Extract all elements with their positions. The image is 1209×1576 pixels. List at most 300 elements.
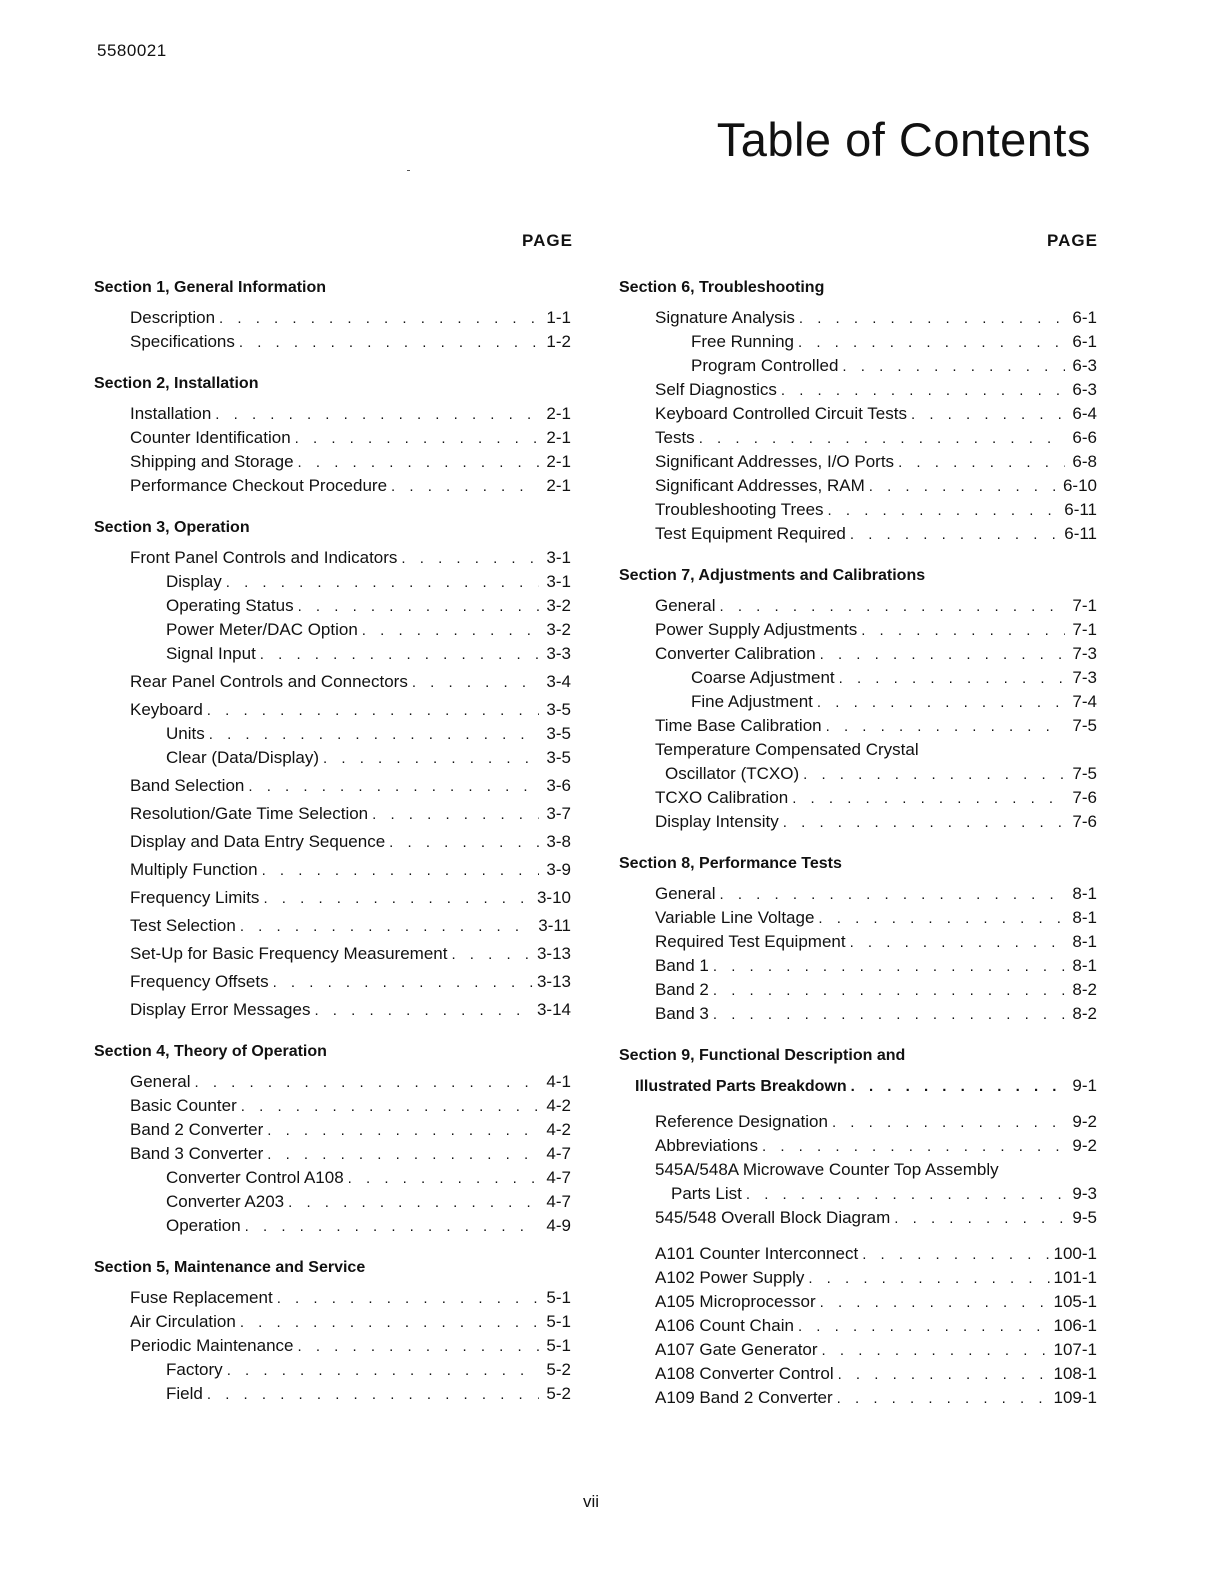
dot-leader xyxy=(850,523,1060,547)
toc-entry[interactable] xyxy=(619,882,1097,906)
dot-leader xyxy=(215,403,539,427)
dot-leader xyxy=(207,1383,539,1407)
toc-entry[interactable] xyxy=(619,762,1097,786)
toc-entry[interactable] xyxy=(94,1118,571,1142)
toc-entry[interactable] xyxy=(619,330,1097,354)
toc-entry-page: 2-1 xyxy=(546,404,571,423)
dot-leader xyxy=(828,499,1061,523)
toc-entry-page: 3-11 xyxy=(538,916,571,935)
toc-entry[interactable] xyxy=(94,570,571,594)
toc-entry[interactable] xyxy=(94,998,571,1022)
section-heading: Section 8, Performance Tests xyxy=(619,855,842,872)
dot-leader xyxy=(820,1291,1050,1315)
toc-entry[interactable] xyxy=(94,306,571,330)
toc-entry-label: A105 Microprocessor xyxy=(655,1292,816,1311)
toc-entry-label: Specifications xyxy=(130,332,235,351)
toc-entry[interactable] xyxy=(94,670,571,694)
toc-entry-page: 3-8 xyxy=(546,832,571,851)
toc-entry[interactable] xyxy=(94,1310,571,1334)
toc-entry[interactable] xyxy=(94,698,571,722)
toc-entry[interactable] xyxy=(94,802,571,826)
dot-leader xyxy=(263,887,533,911)
toc-entry-label: Band 3 Converter xyxy=(130,1144,264,1163)
toc-entry-page: 6-1 xyxy=(1072,332,1097,351)
toc-entry-label: Time Base Calibration xyxy=(655,716,822,735)
toc-entry[interactable] xyxy=(94,450,571,474)
toc-entry[interactable] xyxy=(94,1334,571,1358)
toc-entry[interactable] xyxy=(619,906,1097,930)
toc-entry-page: 6-4 xyxy=(1072,404,1097,423)
toc-entry[interactable] xyxy=(94,942,571,966)
dot-leader xyxy=(240,915,534,939)
toc-entry[interactable] xyxy=(94,746,571,770)
toc-entry-label: Parts List xyxy=(671,1184,742,1203)
toc-entry-page: 2-1 xyxy=(546,476,571,495)
toc-entry-page: 9-1 xyxy=(1072,1076,1097,1095)
dot-leader xyxy=(240,1311,539,1335)
toc-entry-page: 4-1 xyxy=(546,1072,571,1091)
dot-leader xyxy=(762,1135,1065,1159)
toc-entry-page: 9-5 xyxy=(1072,1208,1097,1227)
toc-entry[interactable] xyxy=(619,498,1097,522)
toc-entry[interactable] xyxy=(619,1266,1097,1290)
toc-entry-page: 3-2 xyxy=(546,620,571,639)
toc-entry-page: 8-1 xyxy=(1072,908,1097,927)
toc-entry-label: Frequency Offsets xyxy=(130,972,269,991)
toc-entry-page: 6-1 xyxy=(1072,308,1097,327)
toc-entry[interactable] xyxy=(94,618,571,642)
toc-entry-label: Shipping and Storage xyxy=(130,452,294,471)
toc-entry-label: TCXO Calibration xyxy=(655,788,789,807)
toc-entry-label: Variable Line Voltage xyxy=(655,908,815,927)
toc-entry-label: A107 Gate Generator xyxy=(655,1340,818,1359)
toc-entry-label: Abbreviations xyxy=(655,1136,759,1155)
toc-entry[interactable] xyxy=(94,426,571,450)
toc-entry-label: Band 1 xyxy=(655,956,709,975)
toc-entry-label: Illustrated Parts Breakdown xyxy=(635,1078,847,1095)
toc-entry[interactable] xyxy=(619,1182,1097,1206)
toc-left-column xyxy=(94,276,571,1406)
toc-entry-page: 3-7 xyxy=(546,804,571,823)
toc-entry-label: Signature Analysis xyxy=(655,308,795,327)
toc-entry-page: 7-3 xyxy=(1072,668,1097,687)
toc-entry[interactable] xyxy=(619,1134,1097,1158)
toc-entry[interactable] xyxy=(94,642,571,666)
toc-entry-label: Fuse Replacement xyxy=(130,1288,273,1307)
toc-entry-label: Performance Checkout Procedure xyxy=(130,476,388,495)
toc-entry-page: 3-5 xyxy=(546,700,571,719)
dot-leader xyxy=(894,1207,1065,1231)
toc-entry-label: Counter Identification xyxy=(130,428,291,447)
toc-entry[interactable] xyxy=(619,642,1097,666)
toc-entry-label: Self Diagnostics xyxy=(655,380,777,399)
section-heading: Section 3, Operation xyxy=(94,519,250,536)
dot-leader xyxy=(838,1363,1050,1387)
dot-leader xyxy=(861,619,1065,643)
toc-entry-label: Multiply Function xyxy=(130,860,258,879)
toc-entry-page: 6-3 xyxy=(1072,356,1097,375)
dot-leader xyxy=(267,1119,539,1143)
section-heading: Section 9, Functional Description and xyxy=(619,1047,906,1064)
toc-entry[interactable] xyxy=(94,722,571,746)
toc-entry-page: 101-1 xyxy=(1053,1268,1097,1287)
toc-entry[interactable] xyxy=(619,522,1097,546)
dot-leader xyxy=(248,775,539,799)
dot-leader xyxy=(297,1335,539,1359)
toc-entry-page: 8-2 xyxy=(1072,1004,1097,1023)
section-heading: Section 5, Maintenance and Service xyxy=(94,1259,366,1276)
toc-entry-label: General xyxy=(655,884,716,903)
toc-entry-page: 108-1 xyxy=(1053,1364,1097,1383)
toc-entry-page: 8-1 xyxy=(1072,884,1097,903)
toc-entry-page: 7-5 xyxy=(1072,764,1097,783)
dot-leader xyxy=(798,331,1065,355)
toc-entry-label: Reference Designation xyxy=(655,1112,828,1131)
dot-leader xyxy=(260,643,539,667)
dot-leader xyxy=(713,1003,1065,1027)
section-heading: Section 2, Installation xyxy=(94,375,259,392)
toc-entry[interactable] xyxy=(619,714,1097,738)
toc-entry[interactable] xyxy=(619,1338,1097,1362)
toc-entry[interactable] xyxy=(94,1286,571,1310)
toc-entry-label: 545/548 Overall Block Diagram xyxy=(655,1208,891,1227)
dot-leader xyxy=(837,1387,1050,1411)
dot-leader xyxy=(241,1095,539,1119)
toc-entry-label: Coarse Adjustment xyxy=(691,668,835,687)
toc-entry[interactable] xyxy=(619,978,1097,1002)
dot-leader xyxy=(826,715,1065,739)
toc-entry-label: Operation xyxy=(166,1216,241,1235)
toc-entry-page: 6-3 xyxy=(1072,380,1097,399)
dot-leader xyxy=(298,595,539,619)
dot-leader xyxy=(817,691,1065,715)
toc-entry-page: 4-7 xyxy=(546,1192,571,1211)
toc-entry[interactable] xyxy=(94,774,571,798)
toc-entry-page: 3-13 xyxy=(536,944,571,963)
dot-leader xyxy=(362,619,539,643)
toc-entry-label: Factory xyxy=(166,1360,223,1379)
dot-leader xyxy=(391,475,539,499)
toc-entry-label: Power Meter/DAC Option xyxy=(166,620,358,639)
toc-entry[interactable] xyxy=(619,594,1097,618)
dot-leader xyxy=(713,979,1065,1003)
dot-leader xyxy=(288,1191,539,1215)
toc-entry[interactable] xyxy=(94,1214,571,1238)
toc-entry[interactable] xyxy=(619,1242,1097,1266)
toc-entry-label: A109 Band 2 Converter xyxy=(655,1388,833,1407)
toc-entry-page: 5-2 xyxy=(546,1384,571,1403)
toc-entry[interactable] xyxy=(94,1382,571,1406)
dot-leader xyxy=(832,1111,1065,1135)
toc-entry-page: 3-5 xyxy=(546,724,571,743)
toc-entry-label: Temperature Compensated Crystal xyxy=(655,740,919,759)
toc-entry[interactable] xyxy=(619,786,1097,810)
dot-leader xyxy=(783,811,1065,835)
dot-leader xyxy=(412,671,539,695)
toc-entry-page: 2-1 xyxy=(546,428,571,447)
toc-entry-page: 8-1 xyxy=(1072,956,1097,975)
toc-entry[interactable] xyxy=(94,1094,571,1118)
dot-leader xyxy=(245,1215,539,1239)
toc-entry[interactable] xyxy=(619,618,1097,642)
toc-entry-page: 9-2 xyxy=(1072,1136,1097,1155)
toc-entry-page: 3-14 xyxy=(536,1000,571,1019)
dot-leader xyxy=(792,787,1065,811)
toc-entry-label: Troubleshooting Trees xyxy=(655,500,824,519)
toc-entry-page: 3-5 xyxy=(546,748,571,767)
toc-entry[interactable] xyxy=(619,1362,1097,1386)
dot-leader xyxy=(273,971,533,995)
toc-entry-page: 1-2 xyxy=(546,332,571,351)
toc-entry-page: 9-3 xyxy=(1072,1184,1097,1203)
toc-entry-page: 5-1 xyxy=(546,1312,571,1331)
toc-entry-page: 6-11 xyxy=(1064,500,1097,519)
toc-entry-label: Description xyxy=(130,308,216,327)
toc-entry-label: Field xyxy=(166,1384,203,1403)
toc-entry-label: Front Panel Controls and Indicators xyxy=(130,548,398,567)
dot-leader xyxy=(314,999,533,1023)
toc-entry-page: 7-6 xyxy=(1072,788,1097,807)
footer-page-number: vii xyxy=(583,1492,600,1511)
toc-entry-page: 3-3 xyxy=(546,644,571,663)
toc-entry-page: 5-1 xyxy=(546,1288,571,1307)
toc-entry-page: 4-7 xyxy=(546,1144,571,1163)
dot-leader xyxy=(781,379,1065,403)
dot-leader xyxy=(850,931,1065,955)
toc-entry-page: 3-2 xyxy=(546,596,571,615)
dot-leader xyxy=(348,1167,539,1191)
toc-entry-label: Resolution/Gate Time Selection xyxy=(130,804,369,823)
toc-entry-label: Band 2 xyxy=(655,980,709,999)
dot-leader xyxy=(719,883,1065,907)
toc-entry[interactable] xyxy=(619,354,1097,378)
toc-entry[interactable] xyxy=(94,914,571,938)
toc-entry-label: A106 Count Chain xyxy=(655,1316,794,1335)
dot-leader xyxy=(851,1075,1065,1099)
toc-entry-label: Air Circulation xyxy=(130,1312,236,1331)
toc-entry-label: Significant Addresses, I/O Ports xyxy=(655,452,895,471)
toc-entry[interactable] xyxy=(619,1002,1097,1026)
toc-entry-page: 4-2 xyxy=(546,1120,571,1139)
toc-entry-label: Signal Input xyxy=(166,644,256,663)
toc-entry-label: Keyboard Controlled Circuit Tests xyxy=(655,404,907,423)
toc-entry[interactable] xyxy=(619,954,1097,978)
toc-entry-page: 7-5 xyxy=(1072,716,1097,735)
toc-entry[interactable] xyxy=(619,1386,1097,1410)
toc-entry-page: 8-2 xyxy=(1072,980,1097,999)
toc-entry-label: Rear Panel Controls and Connectors xyxy=(130,672,408,691)
toc-entry[interactable] xyxy=(619,1290,1097,1314)
toc-entry-page: 7-3 xyxy=(1072,644,1097,663)
toc-entry-page: 3-1 xyxy=(546,548,571,567)
section-heading: Section 6, Troubleshooting xyxy=(619,279,825,296)
toc-entry-page: 5-2 xyxy=(546,1360,571,1379)
dot-leader xyxy=(277,1287,539,1311)
toc-entry-page: 105-1 xyxy=(1053,1292,1097,1311)
dot-leader xyxy=(227,1359,539,1383)
toc-entry-label: Clear (Data/Display) xyxy=(166,748,320,767)
section-heading: Section 7, Adjustments and Calibrations xyxy=(619,567,926,584)
toc-entry-label: Set-Up for Basic Frequency Measurement xyxy=(130,944,448,963)
toc-entry-label: Test Equipment Required xyxy=(655,524,846,543)
toc-entry-label: 545A/548A Microwave Counter Top Assembly xyxy=(655,1160,999,1179)
toc-entry[interactable] xyxy=(619,306,1097,330)
toc-entry-label: Display xyxy=(166,572,222,591)
toc-entry-page: 3-6 xyxy=(546,776,571,795)
toc-right-column xyxy=(619,276,1097,1410)
toc-entry-page: 109-1 xyxy=(1053,1388,1097,1407)
dot-leader xyxy=(808,1267,1049,1291)
toc-entry-page: 7-4 xyxy=(1072,692,1097,711)
toc-entry-page: 2-1 xyxy=(546,452,571,471)
toc-entry-page: 9-2 xyxy=(1072,1112,1097,1131)
toc-entry-label: Display Intensity xyxy=(655,812,779,831)
toc-entry-label: Significant Addresses, RAM xyxy=(655,476,865,495)
toc-entry[interactable] xyxy=(94,830,571,854)
toc-entry-page: 7-6 xyxy=(1072,812,1097,831)
toc-entry[interactable] xyxy=(619,474,1097,498)
toc-entry[interactable] xyxy=(619,450,1097,474)
toc-entry-label: Display Error Messages xyxy=(130,1000,311,1019)
toc-entry[interactable] xyxy=(619,690,1097,714)
toc-entry[interactable] xyxy=(619,1158,1097,1182)
toc-entry[interactable] xyxy=(619,666,1097,690)
dot-leader xyxy=(746,1183,1065,1207)
toc-entry[interactable] xyxy=(619,402,1097,426)
toc-entry-label: Required Test Equipment xyxy=(655,932,846,951)
dot-leader xyxy=(822,1339,1050,1363)
section-heading: Section 1, General Information xyxy=(94,279,327,296)
dot-leader xyxy=(818,907,1065,931)
toc-entry-label: Keyboard xyxy=(130,700,203,719)
dot-leader xyxy=(842,355,1065,379)
dot-leader xyxy=(820,643,1065,667)
toc-entry-page: 106-1 xyxy=(1053,1316,1097,1335)
dot-leader xyxy=(839,667,1065,691)
toc-entry-page: 4-9 xyxy=(546,1216,571,1235)
toc-entry[interactable] xyxy=(619,810,1097,834)
dot-leader xyxy=(194,1071,539,1095)
toc-entry[interactable] xyxy=(94,402,571,426)
dot-leader xyxy=(267,1143,539,1167)
dot-leader xyxy=(298,451,539,475)
dot-leader xyxy=(719,595,1065,619)
toc-entry-label: Band 2 Converter xyxy=(130,1120,264,1139)
toc-entry-label: Converter Calibration xyxy=(655,644,816,663)
toc-entry[interactable] xyxy=(94,886,571,910)
toc-entry-page: 7-1 xyxy=(1072,620,1097,639)
toc-entry[interactable] xyxy=(94,594,571,618)
toc-entry-label: Units xyxy=(166,724,205,743)
toc-entry-label: Band Selection xyxy=(130,776,245,795)
toc-entry-label: Free Running xyxy=(691,332,795,351)
toc-entry-page: 3-13 xyxy=(536,972,571,991)
toc-entry-label: Periodic Maintenance xyxy=(130,1336,294,1355)
toc-entry-page: 6-11 xyxy=(1064,524,1097,543)
toc-entry-page: 7-1 xyxy=(1072,596,1097,615)
toc-entry-page: 5-1 xyxy=(546,1336,571,1355)
toc-entry-label: Tests xyxy=(655,428,695,447)
dot-leader xyxy=(803,763,1065,787)
toc-entry-label: General xyxy=(130,1072,191,1091)
toc-entry-page: 4-2 xyxy=(546,1096,571,1115)
toc-entry-page: 3-10 xyxy=(536,888,571,907)
toc-entry[interactable] xyxy=(94,1166,571,1190)
dot-leader xyxy=(699,427,1065,451)
toc-entry-label: Converter Control A108 xyxy=(166,1168,344,1187)
toc-entry[interactable] xyxy=(619,1206,1097,1230)
toc-entry[interactable] xyxy=(619,1314,1097,1338)
dot-leader xyxy=(219,307,539,331)
toc-entry[interactable] xyxy=(94,330,571,354)
toc-entry-page: 6-10 xyxy=(1062,476,1097,495)
toc-entry-label: Converter A203 xyxy=(166,1192,285,1211)
toc-entry[interactable] xyxy=(619,1074,1097,1098)
toc-entry-label: Fine Adjustment xyxy=(691,692,813,711)
dot-leader xyxy=(798,1315,1050,1339)
page-title: Table of Contents xyxy=(716,113,1091,166)
toc-entry-label: Display and Data Entry Sequence xyxy=(130,832,386,851)
dot-leader xyxy=(451,943,533,967)
toc-entry-label: A108 Converter Control xyxy=(655,1364,834,1383)
toc-entry-page: 6-6 xyxy=(1072,428,1097,447)
toc-entry[interactable] xyxy=(94,1142,571,1166)
toc-entry-label: General xyxy=(655,596,716,615)
toc-entry[interactable] xyxy=(94,858,571,882)
dot-leader xyxy=(799,307,1065,331)
toc-entry-label: Basic Counter xyxy=(130,1096,237,1115)
toc-entry[interactable] xyxy=(94,546,571,570)
toc-entry[interactable] xyxy=(94,1190,571,1214)
toc-entry[interactable] xyxy=(94,1358,571,1382)
section-heading: Section 4, Theory of Operation xyxy=(94,1043,327,1060)
toc-entry[interactable] xyxy=(619,1110,1097,1134)
toc-entry-page: 4-7 xyxy=(546,1168,571,1187)
toc-entry-page: 1-1 xyxy=(546,308,571,327)
toc-entry-page: 8-1 xyxy=(1072,932,1097,951)
page-header-right: PAGE xyxy=(1047,231,1098,250)
dot-leader xyxy=(713,955,1065,979)
toc-entry-label: Installation xyxy=(130,404,212,423)
toc-entry-label: Power Supply Adjustments xyxy=(655,620,858,639)
dot-leader xyxy=(898,451,1065,475)
toc-entry-page: 3-1 xyxy=(546,572,571,591)
dot-leader xyxy=(226,571,539,595)
toc-entry[interactable] xyxy=(619,378,1097,402)
dot-leader xyxy=(401,547,539,571)
toc-entry[interactable] xyxy=(619,738,1097,762)
toc-entry[interactable] xyxy=(619,426,1097,450)
toc-entry-page: 3-4 xyxy=(546,672,571,691)
toc-entry-label: Band 3 xyxy=(655,1004,709,1023)
dot-leader xyxy=(295,427,539,451)
page-header-left: PAGE xyxy=(522,231,573,250)
toc-entry[interactable] xyxy=(619,930,1097,954)
dot-leader xyxy=(239,331,539,355)
toc-entry[interactable] xyxy=(94,474,571,498)
dot-leader xyxy=(323,747,539,771)
dot-leader xyxy=(869,475,1059,499)
toc-entry[interactable] xyxy=(94,1070,571,1094)
toc-entry[interactable] xyxy=(94,970,571,994)
toc-entry-label: A102 Power Supply xyxy=(655,1268,805,1287)
toc-entry-page: 6-8 xyxy=(1072,452,1097,471)
toc-entry-page: 107-1 xyxy=(1053,1340,1097,1359)
toc-entry-label: A101 Counter Interconnect xyxy=(655,1244,859,1263)
toc-entry-label: Oscillator (TCXO) xyxy=(665,764,800,783)
dot-leader xyxy=(862,1243,1049,1267)
dot-leader xyxy=(389,831,539,855)
